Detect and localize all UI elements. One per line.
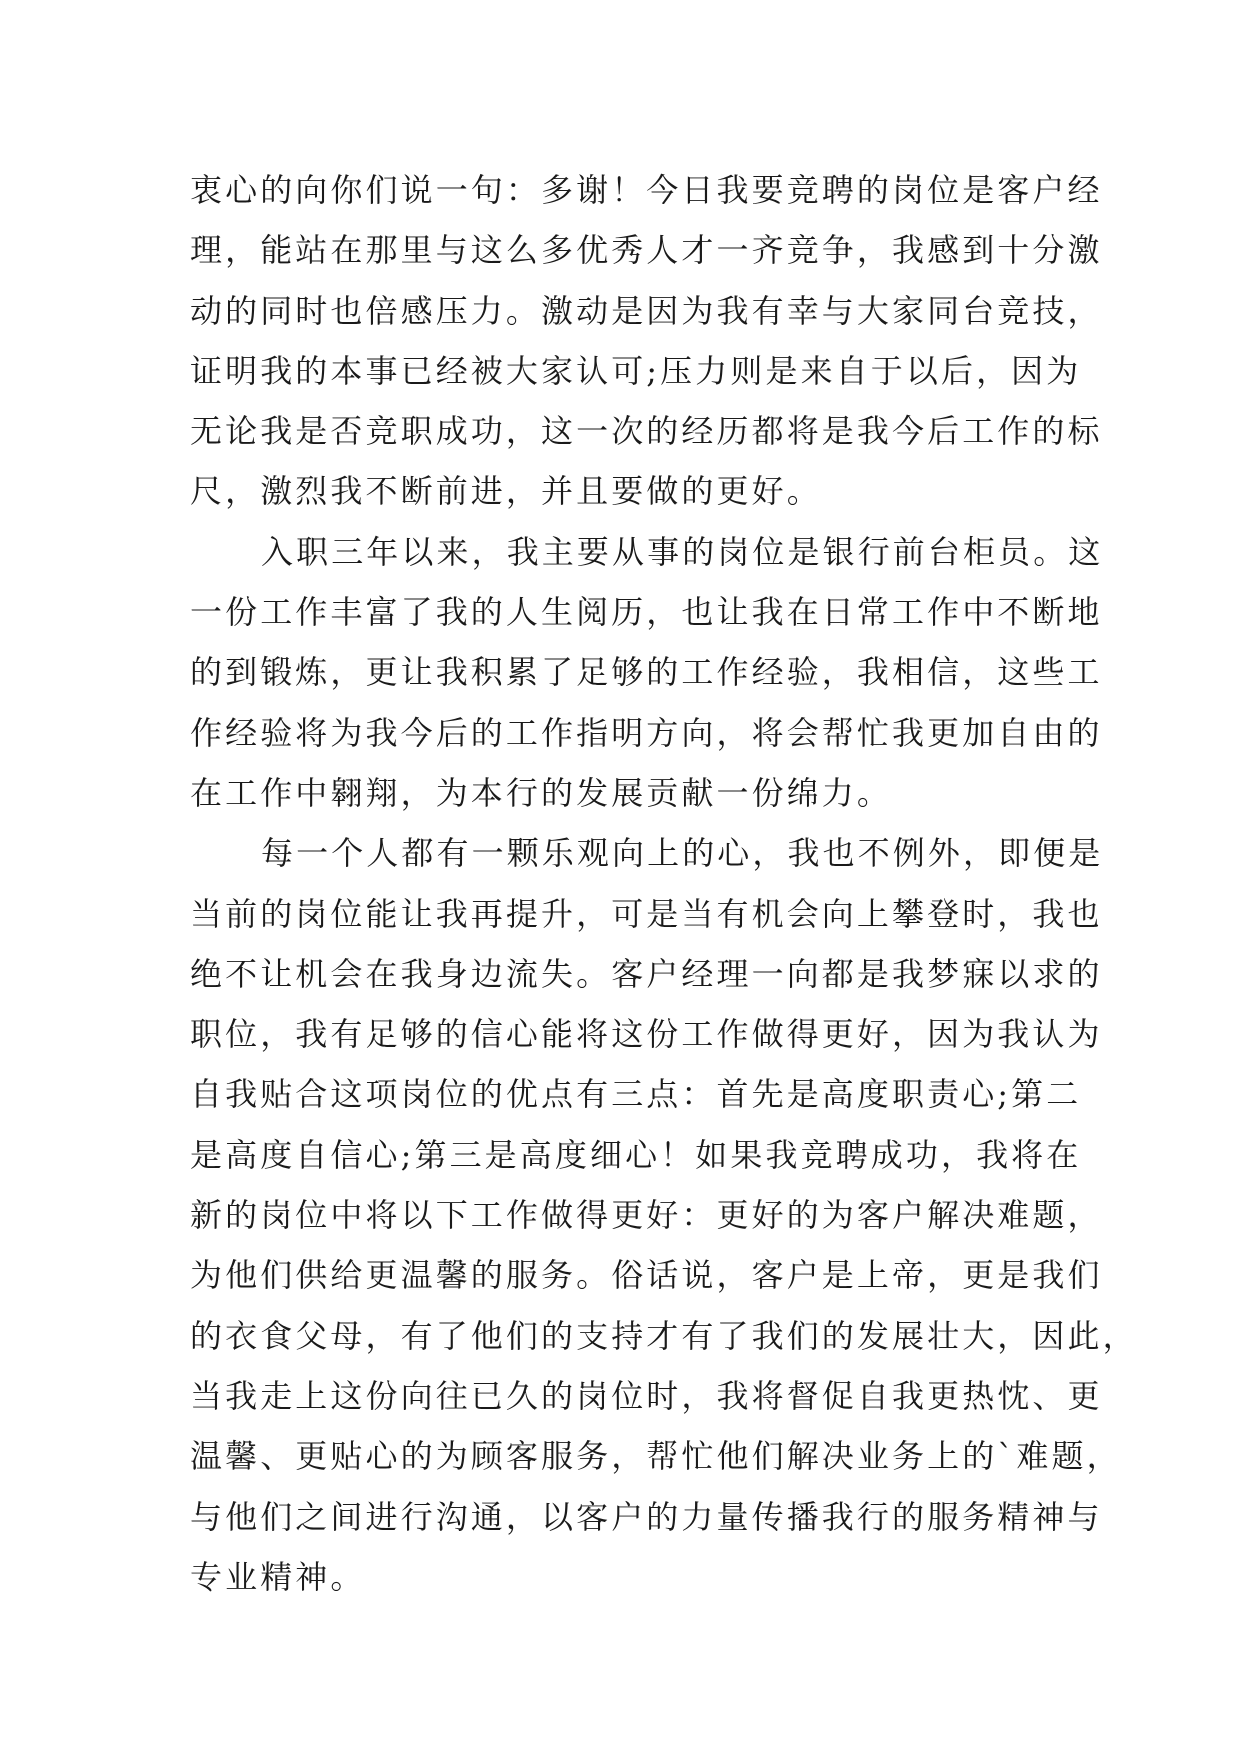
text-line: 的衣食父母，有了他们的支持才有了我们的发展壮大，因此， [190,1316,1138,1355]
text-line: 温馨、更贴心的为顾客服务，帮忙他们解决业务上的`难题， [190,1437,1122,1476]
text-line: 当前的岗位能让我再提升，可是当有机会向上攀登时，我也 [190,894,1103,933]
text-line-indented: 每一个人都有一颗乐观向上的心，我也不例外，即便是 [261,834,1104,873]
text-line: 衷心的向你们说一句：多谢！今日我要竞聘的岗位是客户经 [190,171,1103,209]
text-line: 作经验将为我今后的工作指明方向，将会帮忙我更加自由的 [190,713,1103,752]
text-line: 无论我是否竞职成功，这一次的经历都将是我今后工作的标 [190,412,1103,451]
paragraph-3 [190,823,1138,1607]
text-line: 一份工作丰富了我的人生阅历，也让我在日常工作中不断地 [190,593,1103,632]
document-body [190,160,1138,1607]
text-line: 在工作中翱翔，为本行的发展贡献一份绵力。 [190,773,893,812]
text-line: 为他们供给更温馨的服务。俗话说，客户是上帝，更是我们 [190,1256,1103,1295]
text-line: 当我走上这份向往已久的岗位时，我将督促自我更热忱、更 [190,1376,1103,1415]
text-line: 理，能站在那里与这么多优秀人才一齐竞争，我感到十分激 [190,231,1103,270]
text-line: 与他们之间进行沟通，以客户的力量传播我行的服务精神与 [190,1497,1103,1536]
text-line: 动的同时也倍感压力。激动是因为我有幸与大家同台竞技， [190,291,1103,330]
text-line-indented: 入职三年以来，我主要从事的岗位是银行前台柜员。这 [261,532,1104,571]
text-line: 职位，我有足够的信心能将这份工作做得更好，因为我认为 [190,1015,1103,1054]
paragraph-1 [190,160,1103,522]
text-line: 绝不让机会在我身边流失。客户经理一向都是我梦寐以求的 [190,954,1103,993]
text-line: 自我贴合这项岗位的优点有三点：首先是高度职责心;第二 [190,1075,1082,1114]
text-line: 新的岗位中将以下工作做得更好：更好的为客户解决难题， [190,1196,1103,1235]
paragraph-2 [190,522,1104,823]
text-line: 是高度自信心;第三是高度细心！如果我竞聘成功，我将在 [190,1135,1082,1174]
text-line: 的到锻炼，更让我积累了足够的工作经验，我相信，这些工 [190,653,1103,692]
text-line: 证明我的本事已经被大家认可;压力则是来自于以后，因为 [190,351,1082,390]
text-line: 尺，激烈我不断前进，并且要做的更好。 [190,472,822,511]
text-line: 专业精神。 [190,1557,366,1596]
